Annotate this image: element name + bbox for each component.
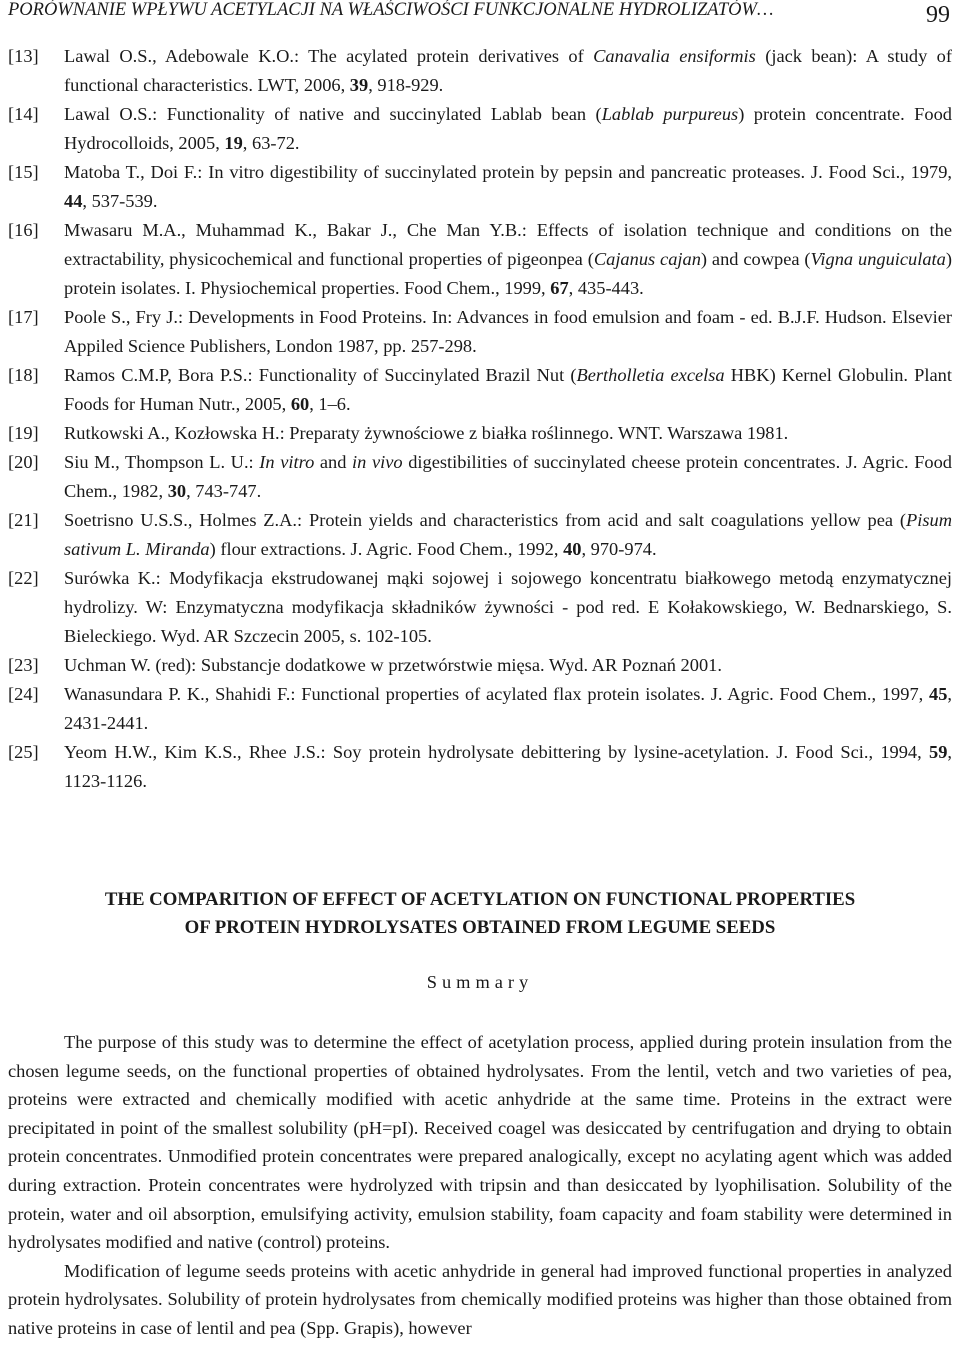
page-number: 99 (926, 2, 950, 28)
reference-item (8, 651, 952, 680)
reference-number: [17] (8, 307, 39, 327)
reference-number: [20] (8, 452, 39, 472)
reference-number: [19] (8, 423, 39, 443)
reference-number: [14] (8, 104, 39, 124)
reference-item (8, 158, 952, 216)
english-title-line-1: THE COMPARITION OF EFFECT OF ACETYLATION ON FUNCTIONAL PROPERTIES (104, 889, 856, 910)
reference-item (8, 680, 952, 738)
reference-text: Mwasaru M.A., Muhammad K., Bakar J., Che Man Y.B.: Effects of isolation technique and conditions on the extractability, physicochemical and functional properties of pigeonpea (Cajanus cajan) and cowpea (Vigna unguiculata) protein isolates. I. Physiochemical properties. Food Chem., 1999, 67, 435-443. (64, 220, 952, 298)
reference-item (8, 564, 952, 651)
reference-text: Lawal O.S.: Functionality of native and succinylated Lablab bean (Lablab purpureus) protein concentrate. Food Hydrocolloids, 2005, 19, 63-72. (64, 104, 952, 153)
reference-number: [15] (8, 162, 39, 182)
reference-number: [22] (8, 568, 39, 588)
abstract-paragraph: The purpose of this study was to determine the effect of acetylation process, applied during protein insulation from the chosen legume seeds, on the functional properties of obtained hydrolysates. From the lentil, vetch and two varieties of pea, proteins were extracted and chemically modified with acetic anhydride at the same time. Proteins in the extract were precipitated in point of the smallest solubility (pH=pI). Received coagel was desiccated by centrifugation and drying to obtain protein concentrates. Unmodified protein concentrates were prepared analogically, except no acylating agent which was added during extraction. Protein concentrates were hydrolyzed with tripsin and than desiccated by lyophilisation. Solubility of the protein, water and oil absorption, emulsifying activity, emulsion stability, foam capacity and foam stability were determined in hydrolysates modified and native (control) proteins. (8, 1032, 952, 1253)
abstract (8, 1028, 952, 1343)
reference-item (8, 738, 952, 796)
abstract-paragraph: Modification of legume seeds proteins with acetic anhydride in general had improved functional properties in analyzed protein hydrolysates. Solubility of protein hydrolysates from chemically modified proteins was higher than those obtained from native proteins in case of lentil and pea (Spp. Grapis), however (8, 1260, 952, 1338)
reference-text: Matoba T., Doi F.: In vitro digestibility of succinylated protein by pepsin and pancreatic proteases. J. Food Sci., 1979, 44, 537-539. (64, 162, 952, 211)
reference-text: Siu M., Thompson L. U.: In vitro and in vivo digestibilities of succinylated cheese protein concentrates. J. Agric. Food Chem., 1982, 30, 743-747. (64, 452, 953, 501)
reference-number: [16] (8, 220, 39, 240)
running-header (8, 0, 950, 32)
reference-list (8, 42, 952, 796)
reference-item (8, 419, 952, 448)
reference-text: Surówka K.: Modyfikacja ekstrudowanej mąki sojowej i sojowego koncentratu białkowego metodą enzymatycznej hydrolizy. W: Enzymatyczna modyfikacja składników żywności - pod red. E Kołakowskiego, W. Bednarskiego, S. Bieleckiego. Wyd. AR Szczecin 2005, s. 102-105. (64, 568, 952, 646)
reference-number: [25] (8, 742, 39, 762)
english-title (0, 886, 960, 942)
reference-item (8, 448, 952, 506)
reference-item (8, 100, 952, 158)
reference-text: Wanasundara P. K., Shahidi F.: Functional properties of acylated flax protein isolates. J. Agric. Food Chem., 1997, 45, 2431-2441. (64, 684, 952, 733)
running-title: PORÓWNANIE WPŁYWU ACETYLACJI NA WŁAŚCIWOŚCI FUNKCJONALNE HYDROLIZATÓW… (8, 0, 774, 20)
reference-number: [21] (8, 510, 39, 530)
english-title-line-2: OF PROTEIN HYDROLYSATES OBTAINED FROM LEGUME SEEDS (184, 917, 776, 938)
reference-item (8, 303, 952, 361)
reference-number: [13] (8, 46, 39, 66)
reference-item (8, 216, 952, 303)
reference-item (8, 361, 952, 419)
reference-number: [18] (8, 365, 39, 385)
reference-text: Uchman W. (red): Substancje dodatkowe w przetwórstwie mięsa. Wyd. AR Poznań 2001. (64, 655, 722, 675)
reference-text: Poole S., Fry J.: Developments in Food Proteins. In: Advances in food emulsion and foam - ed. B.J.F. Hudson. Elsevier Appiled Science Publishers, London 1987, pp. 257-298. (64, 307, 952, 356)
reference-number: [24] (8, 684, 39, 704)
reference-text: Rutkowski A., Kozłowska H.: Preparaty żywnościowe z białka roślinnego. WNT. Warszawa 1981. (64, 423, 789, 443)
reference-text: Soetrisno U.S.S., Holmes Z.A.: Protein yields and characteristics from acid and salt coagulations yellow pea (Pisum sativum L. Miranda) flour extractions. J. Agric. Food Chem., 1992, 40, 970-974. (64, 510, 952, 559)
reference-item (8, 506, 952, 564)
reference-number: [23] (8, 655, 39, 675)
reference-text: Yeom H.W., Kim K.S., Rhee J.S.: Soy protein hydrolysate debittering by lysine-acetylation. J. Food Sci., 1994, 59, 1123-1126. (64, 742, 952, 791)
reference-text: Lawal O.S., Adebowale K.O.: The acylated protein derivatives of Canavalia ensiformis (jack bean): A study of functional characteristics. LWT, 2006, 39, 918-929. (64, 46, 953, 95)
reference-text: Ramos C.M.P, Bora P.S.: Functionality of Succinylated Brazil Nut (Bertholletia excelsa HBK) Kernel Globulin. Plant Foods for Human Nutr., 2005, 60, 1–6. (64, 365, 952, 414)
summary-heading: Summary (426, 972, 534, 992)
reference-item (8, 42, 952, 100)
